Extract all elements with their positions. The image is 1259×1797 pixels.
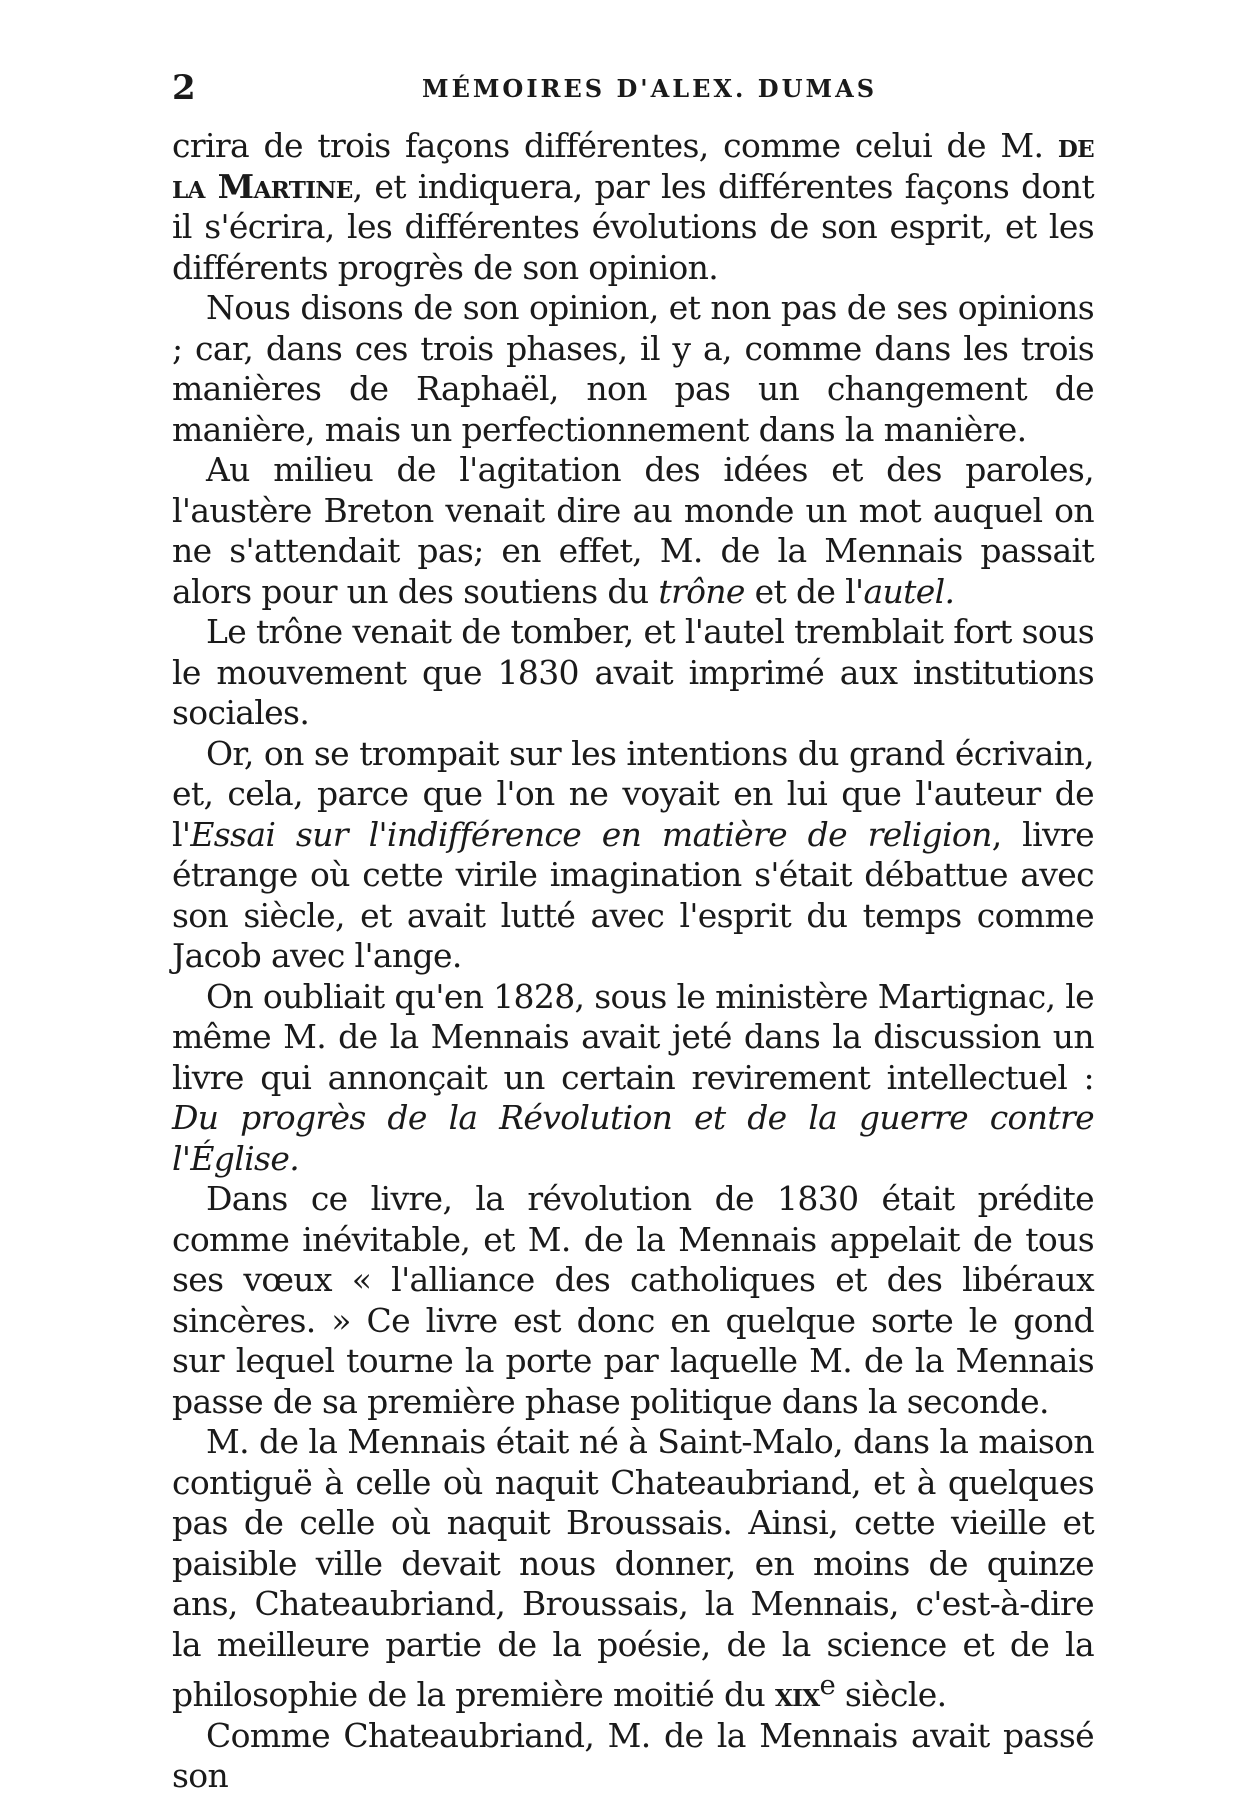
page-header xyxy=(172,62,1094,110)
paragraph-4 xyxy=(172,612,1094,734)
text-run: , livre étrange où cette virile imagination s'était débattue avec son siècle, et avait lutté avec l'esprit du temps comme Jacob avec l'ange. xyxy=(172,814,1094,975)
text-run: M. de la Mennais était né à Saint-Malo, dans la maison contiguë à celle où naquit Chateaubriand, et à quelques pas de celle où naquit Broussais. Ainsi, cette vieille et paisible ville devait nous donner, en moins de quinze ans, Chateaubriand, Broussais, la Mennais, c'est-à-dire la meilleure partie de la poésie, de la science et de la philosophie de la première moitié du xyxy=(172,1422,1094,1714)
century-numeral: xix xyxy=(774,1675,820,1714)
text-run: , et indiquera, par les différentes façons dont il s'écrira, les différentes évolutions de son esprit, et les différents progrès de son opinion. xyxy=(172,166,1094,287)
page-number: 2 xyxy=(172,68,196,108)
italic-word: trône xyxy=(658,571,745,611)
text-run: Dans ce livre, la révolution de 1830 était prédite comme inévitable, et M. de la Mennais appelait de tous ses vœux « l'alliance des catholiques et des libéraux sincères. » Ce livre est donc en quelque sorte le gond sur lequel tourne la porte par laquelle M. de la Mennais passe de sa première phase politique dans la seconde. xyxy=(172,1179,1094,1421)
text-run: crira de trois façons différentes, comme celui de M. xyxy=(172,126,1058,165)
paragraph-3 xyxy=(172,450,1094,612)
text-run: et de l' xyxy=(744,571,864,611)
italic-title: Du progrès de la Révolution et de la guerre contre l'Église. xyxy=(172,1098,1094,1178)
text-run: Comme Chateaubriand, M. de la Mennais avait passé son xyxy=(172,1715,1094,1795)
running-head: MÉMOIRES D'ALEX. DUMAS xyxy=(422,74,878,103)
paragraph-7 xyxy=(172,1179,1094,1422)
paragraph-2 xyxy=(172,288,1094,450)
paragraph-6 xyxy=(172,977,1094,1180)
italic-word: autel. xyxy=(863,571,955,611)
body-text xyxy=(172,126,1094,1797)
text-run: Or, on se trompait sur les intentions du grand écrivain, et, cela, parce que l'on ne voyait en lui que l'auteur de l' xyxy=(172,733,1094,854)
book-page xyxy=(172,62,1094,1795)
superscript-e: e xyxy=(819,1669,836,1701)
text-run: Au milieu de l'agitation des idées et des paroles, l'austère Breton venait dire au monde un mot auquel on ne s'attendait pas; en effet, M. de la Mennais passait alors pour un des soutiens du xyxy=(172,450,1094,611)
paragraph-9 xyxy=(172,1716,1094,1797)
text-run: On oubliait qu'en 1828, sous le ministère Martignac, le même M. de la Mennais avait jeté dans la discussion un livre qui annonçait un certain revirement intellectuel : xyxy=(172,976,1094,1097)
text-run: Le trône venait de tomber, et l'autel tremblait fort sous le mouvement que 1830 avait imprimé aux institutions sociales. xyxy=(172,612,1094,732)
italic-title: Essai sur l'indifférence en matière de religion xyxy=(190,814,992,854)
small-caps-name: de la Martine xyxy=(172,126,1094,206)
paragraph-5 xyxy=(172,734,1094,977)
text-run: siècle. xyxy=(835,1675,947,1714)
paragraph-8 xyxy=(172,1422,1094,1716)
paragraph-1 xyxy=(172,126,1094,288)
text-run: Nous disons de son opinion, et non pas de ses opinions ; car, dans ces trois phases, il y a, comme dans les trois manières de Raphaël, non pas un changement de manière, mais un perfectionnement dans la manière. xyxy=(172,288,1094,449)
